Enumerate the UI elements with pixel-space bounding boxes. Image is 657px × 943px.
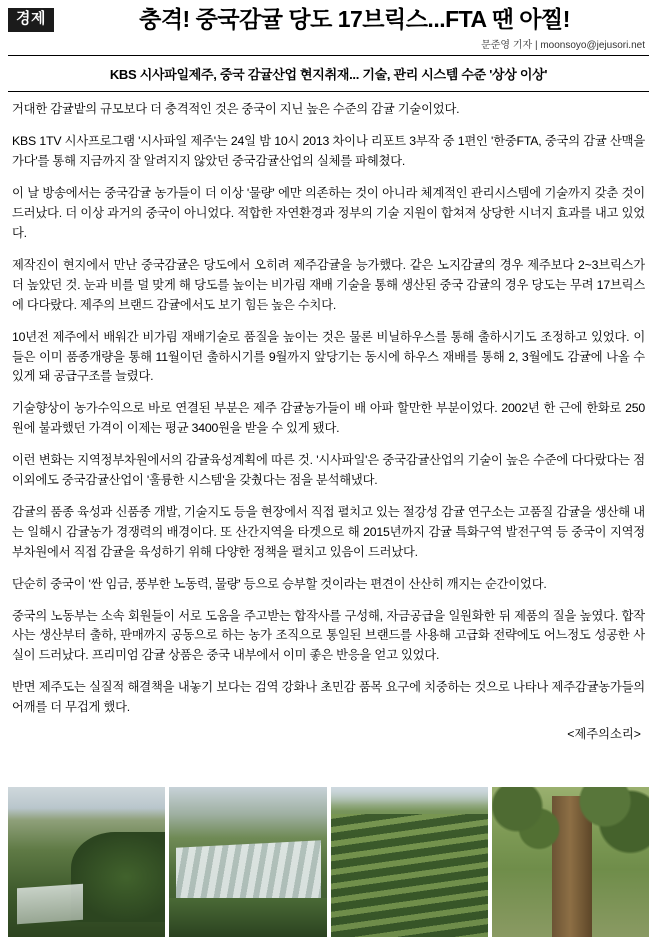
paragraph: 단순히 중국이 '싼 임금, 풍부한 노동력, 물량' 등으로 승부할 것이라는 편견이 산산히 깨지는 순간이었다. — [12, 576, 547, 591]
paragraph: 이런 변화는 지역정부차원에서의 감귤육성계획에 따른 것. '시사파일'은 중국감귤산업의 기술이 높은 수준에 다다랐다는 점 이외에도 중국감귤산업이 '훌륭한 시스템'을 갖췄다는 점을 분석해냈다. — [12, 453, 645, 488]
paragraph: 10년전 제주에서 배워간 비가림 재배기술로 품질을 높이는 것은 물론 비닐하우스를 통해 출하시기도 조정하고 있었다. 이들은 이미 품종개량을 통해 11월이던 출하시기를 9월까지 앞당기는 동시에 하우스 재배를 통해 2, 3월에도 감귤에 나올 수 있게 돼 공급구조를 늘렸다. — [12, 329, 645, 384]
article-header — [8, 0, 649, 32]
photo-orchard-rows — [331, 787, 488, 937]
byline: 문준영 기자 | moonsoyo@jejusori.net — [481, 40, 645, 52]
paragraph: 이 날 방송에서는 중국감귤 농가들이 더 이상 '물량' 에만 의존하는 것이 아니라 체계적인 관리시스템에 기술까지 갖춘 것이 드러났다. 더 이상 과거의 중국이 아니었다. 적합한 자연환경과 정부의 기술 지원이 합쳐져 상당한 시너지 효과를 내고 있었다. — [12, 186, 645, 240]
headline-wrap — [54, 6, 649, 32]
page-title: 충격! 중국감귤 당도 17브릭스...FTA 땐 아찔! — [139, 6, 570, 32]
article-body — [8, 92, 649, 742]
article-source: <제주의소리> — [567, 727, 641, 742]
paragraph: 제작진이 현지에서 만난 중국감귤은 당도에서 오히려 제주감귤을 능가했다. 같은 노지감귤의 경우 제주보다 2~3브릭스가 더 높았던 것. 눈과 비를 덜 맞게 해 당도를 높이는 비가림 재배 기술을 통해 생산된 중국 감귤의 경우 당도는 무려 17브릭스에 다다랐다. 제주의 브랜드 감귤에서도 보기 힘든 높은 수치다. — [12, 257, 645, 312]
paragraph: 중국의 노동부는 소속 회원들이 서로 도움을 주고받는 합작사를 구성해, 자금공급을 일원화한 뒤 제품의 질을 높였다. 합작사는 생산부터 출하, 판매까지 공동으로 하는 농가 조직으로 통일된 브랜드를 사용해 고급화 전략에도 어느정도 성공한 사실이 드러났다. 프리미엄 감귤 상품은 중국 내부에서 이미 좋은 반응을 얻고 있었다. — [12, 608, 645, 663]
paragraph: 기술향상이 농가수익으로 바로 연결된 부분은 제주 감귤농가들이 배 아파 할만한 부분이었다. 2002년 한 근에 한화로 250원에 불과했던 가격이 이제는 평균 3400원을 받을 수 있게 됐다. — [12, 401, 645, 436]
paragraph: 감귤의 품종 육성과 신품종 개발, 기술지도 등을 현장에서 직접 펼치고 있는 절강성 감귤 연구소는 고품질 감귤을 생산해 내는 일해시 감귤농가 경쟁력의 배경이다. 또 산간지역을 타겟으로 해 2015년까지 감귤 특화구역 발전구역 등 중국이 지역정부차원에서 직접 감귤을 육성하기 위해 다양한 정책을 펼치고 있음이 드러났다. — [12, 504, 645, 559]
photo-terraced-hillside — [8, 787, 165, 937]
subheadline: KBS 시사파일제주, 중국 감귤산업 현지취재... 기술, 관리 시스템 수준 '상상 이상' — [109, 67, 548, 83]
photo-greenhouse-cluster — [169, 787, 326, 937]
category-badge: 경제 — [8, 8, 54, 32]
photo-strip — [8, 787, 649, 937]
photo-tangerine-tree — [492, 787, 649, 937]
paragraph: 반면 제주도는 실질적 해결책을 내놓기 보다는 검역 강화나 초민감 품목 요구에 치중하는 것으로 나타나 제주감귤농가들의 어깨를 더 무겁게 했다. — [12, 680, 645, 715]
paragraph: KBS 1TV 시사프로그램 '시사파일 제주'는 24일 밤 10시 2013 차이나 리포트 3부작 중 1편인 '한중FTA, 중국의 감귤 산맥을 가다'를 통해 지금까지 잘 알려지지 않았던 중국감귤산업의 실체를 파헤쳤다. — [12, 134, 645, 169]
paragraph: 거대한 감귤밭의 규모보다 더 충격적인 것은 중국이 지닌 높은 수준의 감귤 기술이었다. — [12, 102, 460, 117]
